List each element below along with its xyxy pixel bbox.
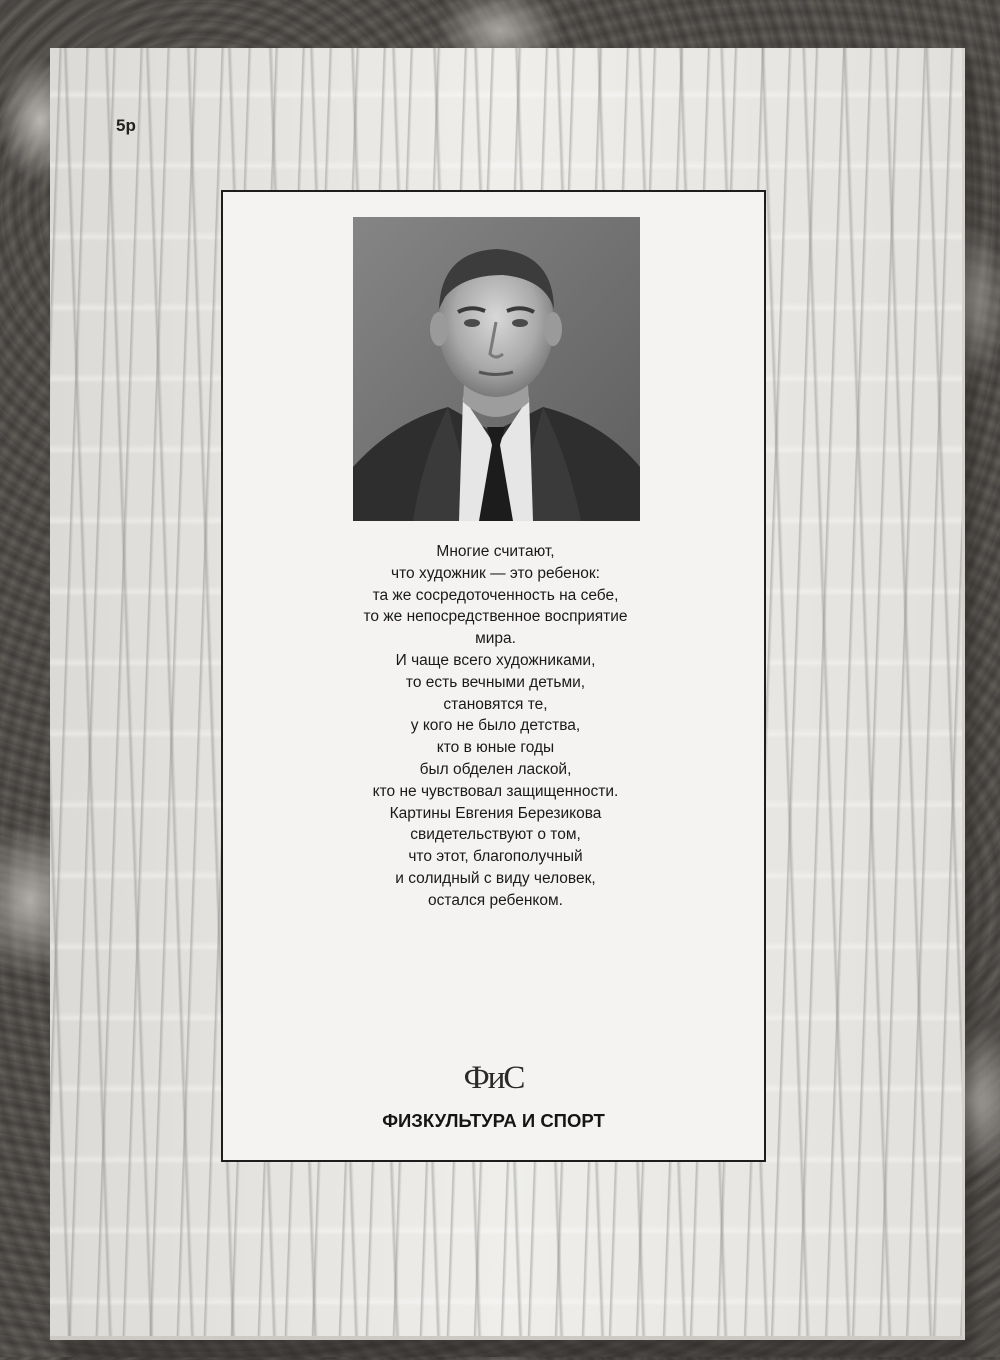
text-frame [221,190,766,1162]
price-label: 5р [116,116,136,135]
quote-line: И чаще всего художниками, [395,651,596,669]
author-portrait [353,217,640,521]
publisher-logo: ФиС [463,1060,524,1096]
quote-line: то есть вечными детьми, [405,673,586,691]
quote-line: остался ребенком. [428,891,563,909]
quote-line: был обделен лаской, [419,760,572,778]
publisher-name: ФИЗКУЛЬТУРА И СПОРТ [382,1110,605,1131]
quote-line: мира. [475,630,516,648]
quote-line: что этот, благополучный [408,848,583,866]
quote-line: свидетельствуют о том, [410,826,581,844]
quote-line: кто в юные годы [436,739,555,757]
quote-line: становятся те, [443,695,548,713]
quote-line: и солидный с виду человек, [395,869,596,887]
quote-line: кто не чувствовал защищенности. [372,782,619,800]
portrait-photo [353,217,640,521]
quote-line: Картины Евгения Березикова [389,804,602,822]
quote-line: та же сосредоточенность на себе, [372,586,619,604]
quote-text [283,541,708,912]
quote-line: у кого не было детства, [410,717,581,735]
quote-line: то же непосредственное восприятие [363,608,628,626]
quote-line: что художник — это ребенок: [391,564,600,582]
quote-line: Многие считают, [436,543,555,560]
